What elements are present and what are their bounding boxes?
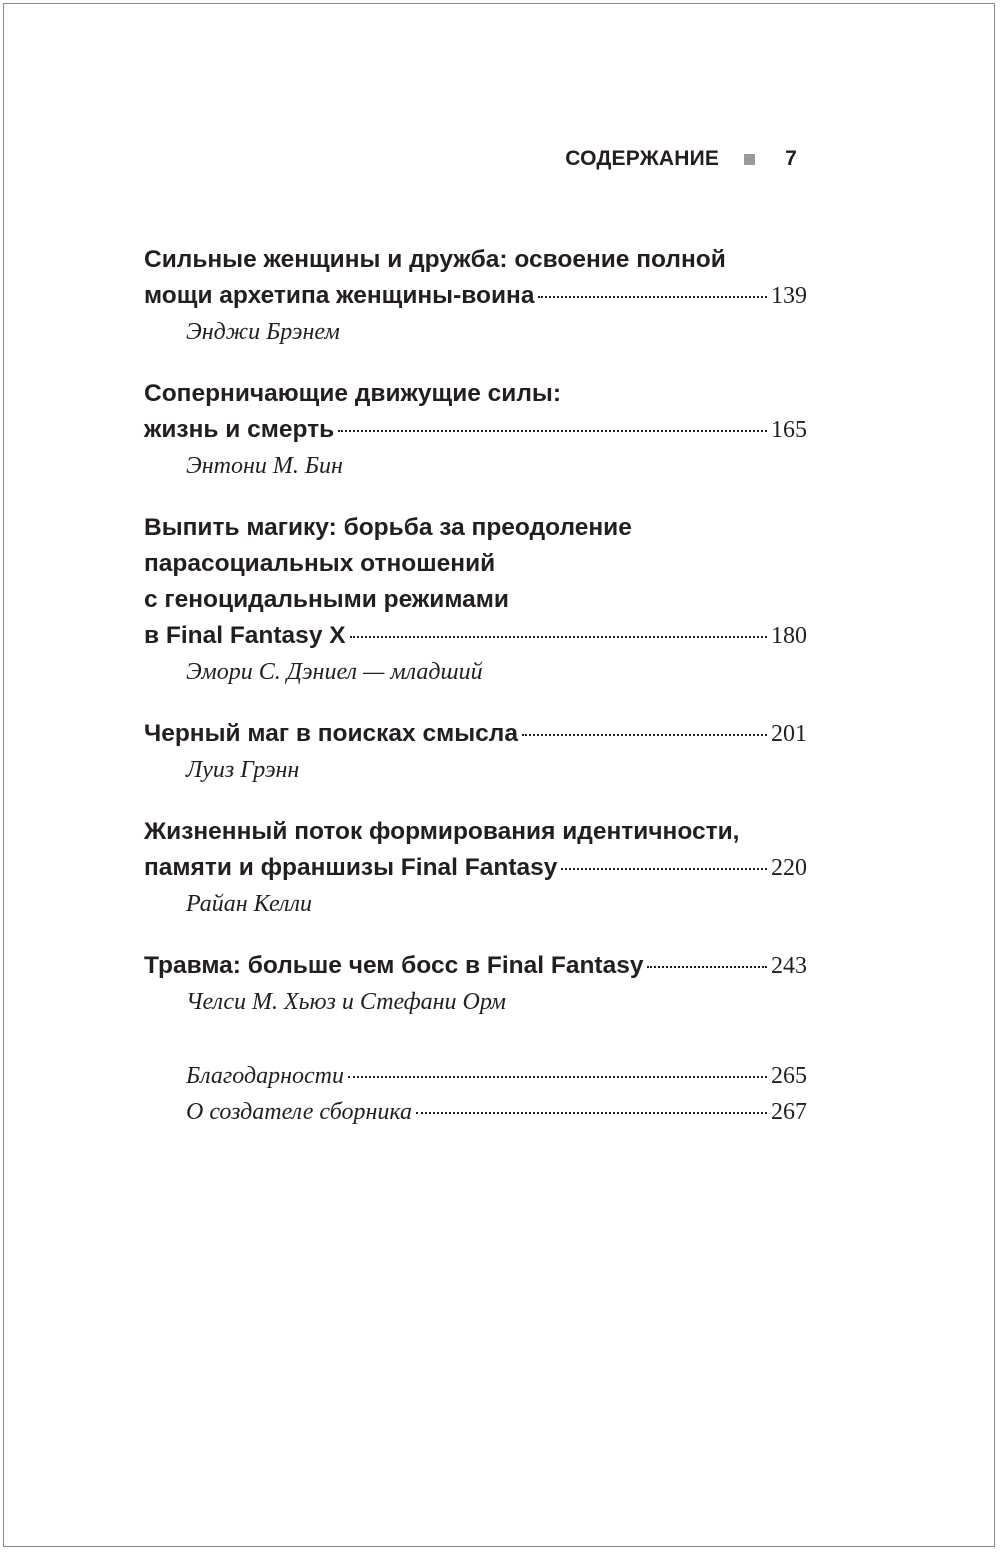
toc-extra-entry[interactable]	[144, 1058, 807, 1094]
dot-leader	[522, 734, 767, 736]
entry-title-line: в Final Fantasy X	[144, 622, 346, 649]
entry-title-line: Соперничающие движущие силы:	[144, 380, 562, 407]
dot-leader	[538, 296, 767, 298]
extra-page-number: 265	[771, 1063, 807, 1089]
entry-title-line: мощи архетипа женщины-воина	[144, 282, 535, 309]
toc-extra-entry[interactable]	[144, 1094, 807, 1130]
entry-title-line: Черный маг в поисках смысла	[144, 720, 518, 747]
entry-page-number: 180	[771, 623, 807, 649]
extra-title: Благодарности	[186, 1063, 344, 1089]
entry-author: Луиз Грэнн	[186, 757, 300, 783]
extra-page-number: 267	[771, 1099, 807, 1125]
dot-leader	[561, 868, 767, 870]
toc-entry[interactable]	[144, 948, 807, 1020]
entry-title-row	[144, 948, 807, 984]
entry-page-number: 243	[771, 953, 807, 979]
entry-page-number: 201	[771, 721, 807, 747]
entry-page-number: 165	[771, 417, 807, 443]
entry-title-row	[144, 278, 807, 314]
dot-leader	[338, 430, 767, 432]
page	[3, 3, 995, 1547]
entry-author: Энтони М. Бин	[186, 453, 343, 479]
running-head-title: СОДЕРЖАНИЕ	[565, 147, 720, 170]
toc-entry[interactable]	[144, 242, 807, 350]
dot-leader	[416, 1112, 767, 1114]
entry-title-line: Травма: больше чем босс в Final Fantasy	[144, 952, 644, 979]
toc-extras	[144, 1058, 807, 1130]
toc-entry[interactable]	[144, 376, 807, 484]
entry-page-number: 139	[771, 283, 807, 309]
page-number: 7	[785, 147, 797, 170]
toc-entry[interactable]	[144, 510, 807, 690]
entry-author: Райан Келли	[186, 891, 312, 917]
square-bullet-icon	[744, 154, 755, 165]
entry-title-line: с геноцидальными режимами	[144, 586, 509, 613]
entry-title-line: Сильные женщины и дружба: освоение полной	[144, 246, 726, 273]
entry-title-line: Жизненный поток формирования идентичности,	[144, 818, 740, 845]
entry-page-number: 220	[771, 855, 807, 881]
entry-title-row	[144, 850, 807, 886]
dot-leader	[348, 1076, 767, 1078]
entry-title-row	[144, 618, 807, 654]
entry-title-line: парасоциальных отношений	[144, 550, 496, 577]
running-head	[565, 147, 797, 171]
toc-entry[interactable]	[144, 716, 807, 788]
dot-leader	[647, 966, 767, 968]
entry-author: Энджи Брэнем	[186, 319, 340, 345]
toc-entry[interactable]	[144, 814, 807, 922]
entry-title-line: жизнь и смерть	[144, 416, 335, 443]
entry-author: Эмори С. Дэниел — младший	[186, 659, 483, 685]
dot-leader	[350, 636, 767, 638]
entry-title-line: Выпить магику: борьба за преодоление	[144, 514, 632, 541]
entry-title-row	[144, 412, 807, 448]
entry-title-row	[144, 716, 807, 752]
table-of-contents	[144, 242, 807, 1130]
entry-author: Челси М. Хьюз и Стефани Орм	[186, 989, 506, 1015]
entry-title-line: памяти и франшизы Final Fantasy	[144, 854, 558, 881]
extra-title: О создателе сборника	[186, 1099, 412, 1125]
